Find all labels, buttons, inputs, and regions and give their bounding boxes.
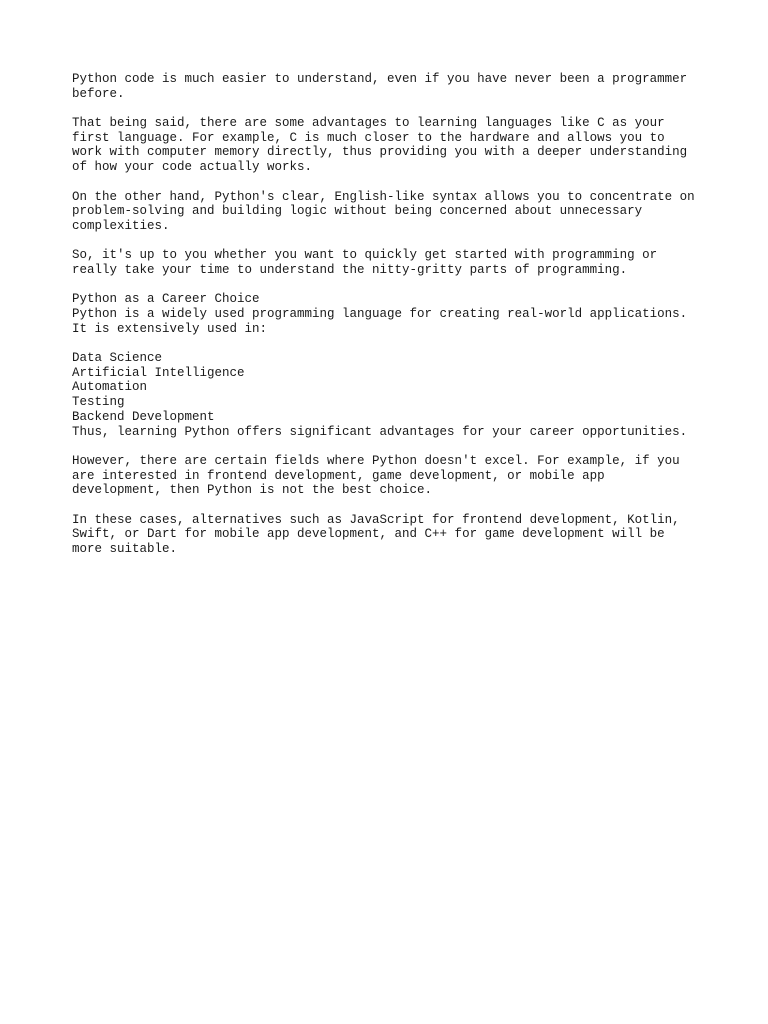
- text-line: So, it's up to you whether you want to quickly get started with programming or: [72, 248, 658, 263]
- text-line: It is extensively used in:: [72, 321, 268, 336]
- paragraph-alternatives: [72, 513, 712, 557]
- paragraph-limitations: [72, 454, 712, 498]
- text-line: are interested in frontend development, game development, or mobile app: [72, 468, 605, 483]
- text-line: Python code is much easier to understand, even if you have never been a programmer: [72, 72, 688, 86]
- text-line: first language. For example, C is much closer to the hardware and allows you to: [72, 130, 665, 145]
- list-item: Testing: [72, 395, 125, 410]
- paragraph-gap: [72, 439, 712, 454]
- text-line: work with computer memory directly, thus providing you with a deeper understanding: [72, 145, 688, 160]
- text-line: complexities.: [72, 218, 170, 233]
- text-line: On the other hand, Python's clear, English-like syntax allows you to concentrate on: [72, 189, 695, 204]
- paragraph-gap: [72, 175, 712, 190]
- text-line: problem-solving and building logic without being concerned about unnecessary: [72, 204, 643, 219]
- paragraph-gap: [72, 336, 712, 351]
- paragraph-gap: [72, 498, 712, 513]
- text-line: more suitable.: [72, 542, 178, 556]
- usage-list: [72, 351, 712, 439]
- list-item: Backend Development: [72, 409, 215, 424]
- text-line: really take your time to understand the nitty-gritty parts of programming.: [72, 262, 628, 277]
- text-line: Python is a widely used programming language for creating real-world applications.: [72, 307, 688, 321]
- text-line: However, there are certain fields where Python doesn't excel. For example, if you: [72, 453, 680, 468]
- document-page: [72, 72, 712, 557]
- text-line: of how your code actually works.: [72, 160, 313, 175]
- paragraph-intro: [72, 72, 712, 101]
- list-item: Automation: [72, 380, 148, 395]
- text-line: In these cases, alternatives such as JavaScript for frontend development, Kotlin,: [72, 512, 680, 527]
- paragraph-c-advantages: [72, 116, 712, 175]
- text-line: Swift, or Dart for mobile app development, and C++ for game development will be: [72, 527, 665, 542]
- paragraph-gap: [72, 101, 712, 116]
- list-item: Artificial Intelligence: [72, 365, 245, 380]
- text-line: Thus, learning Python offers significant advantages for your career opportunities.: [72, 424, 688, 439]
- text-line: development, then Python is not the best choice.: [72, 483, 433, 498]
- paragraph-python-syntax: [72, 190, 712, 234]
- list-item: Data Science: [72, 351, 163, 366]
- paragraph-gap: [72, 234, 712, 249]
- paragraph-choice: [72, 248, 712, 277]
- paragraph-gap: [72, 278, 712, 293]
- paragraph-career: [72, 292, 712, 336]
- text-line: That being said, there are some advantages to learning languages like C as your: [72, 116, 665, 131]
- text-line: before.: [72, 86, 125, 101]
- section-heading: Python as a Career Choice: [72, 292, 260, 307]
